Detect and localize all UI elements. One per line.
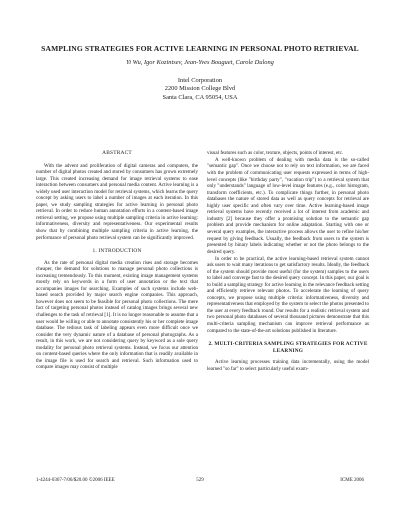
footer-isbn: 1-4244-0367-7/06/$20.00 ©2006 IEEE — [36, 478, 115, 483]
body-paragraph: visual features such as color, texture, objects, points of interest, etc. — [207, 150, 344, 156]
affiliation — [0, 77, 400, 102]
left-column — [36, 150, 198, 371]
right-column — [207, 150, 369, 372]
footer-conference: ICME 2006 — [340, 478, 364, 483]
section-heading-introduction: 1. INTRODUCTION — [92, 248, 142, 255]
body-paragraph: A well-known problem of dealing with media data is the so-called "semantic gap". Once we choose not to rely on text information, we are faced with the problem of communicating user requests expressed in terms of high-level concepts (like "birthday party", "vacation trip") to a retrieval system that only "understands" language of low-level image features (e.g., color histogram, transform coefficients, etc.). To complicate things further, in personal photo databases the nature of stored data as well as query concepts for retrieval are highly user specific and often vary over time. Active learning-based image retrieval systems have recently received a lot of interest from academic and industry [2] because they offer a promising solution to the semantic gap problem and provide mechanism for online adaptation. Starting with one or several query examples, the interactive process allows the user to refine his/her request by giving feedback. Usually, the feedback from users to the system is presented by binary labels indicating whether or not the photo belongs to the desired query. — [207, 156, 369, 255]
paper-title: SAMPLING STRATEGIES FOR ACTIVE LEARNING IN PERSONAL PHOTO RETRIEVAL — [41, 44, 359, 53]
affiliation-line: Intel Corporation — [177, 77, 223, 84]
intro-paragraph: As the rate of personal digital media creation rises and storage becomes cheaper, the demand for solutions to manage personal photo collections is increasing tremendously. To this moment, existing image management systems mostly rely on keywords in a form of user annotation or the text that accompanies images for searching. Examples of such systems include web-based search provided by major search engine companies. This approach, however does not seem to be feasible for personal photo collections. The mere fact of targeting personal photos instead of catalog images brings several new challenges to the task of retrieval [1]. It is no longer reasonable to assume that a user would be willing or able to annotate consistently his or her complete image database. The tedious task of labeling appears even more difficult once we consider the very dynamic nature of a database of personal photographs. As a result, in this work, we are not considering query by keyword as a sole query modality for personal photo retrieval systems. Instead, we focus our attention on content-based queries where the only information that is readily available in the image file is used for search and retrieval. Such information used to compare images may consist of multiple — [36, 259, 198, 371]
affiliation-line: Santa Clara, CA 95054, USA — [162, 93, 238, 101]
footer-page-number: 529 — [196, 478, 204, 483]
section-heading-sampling: 2. MULTI-CRITERIA SAMPLING STRATEGIES FOR ACTIVE LEARNING — [208, 341, 368, 354]
abstract-heading: ABSTRACT — [102, 150, 132, 156]
abstract-text: With the advent and proliferation of digital cameras and computers, the number of digital photos created and stored by consumers has grown extremely large. This created increasing demand for image retrieval systems to ease interaction between consumers and personal media content. Active learning is a widely used user interaction model for retrieval systems, which learns the query concept by asking users to label a number of images at each iteration. In this paper, we study sampling strategies for active learning in personal photo retrieval. In order to reduce human annotation efforts in a content-based image retrieval setting, we propose using multiple sampling criteria in active learning: informativeness, diversity and representativeness. Our experimental results show that by combining multiple sampling criteria in active learning, the performance of personal photo retrieval system can be significantly improved. — [36, 162, 198, 241]
affiliation-line: 2200 Mission College Blvd — [164, 85, 236, 93]
paper-authors: Yi Wu, Igor Kozintsev, Jean-Yves Bouguet, Carole Dulong — [126, 59, 274, 66]
section2-paragraph: Active learning processes training data incrementally, using the model learned "so far" to select particularly useful exam- — [207, 359, 369, 372]
body-paragraph: In order to be practical, the active learning-based retrieval system cannot ask users to wait many iterations to get satisfactory results. Ideally, the feedback of the system should provide most useful (for the system) samples to the users to label and converge fast to the desired query concept. In this paper, our goal is to build a sampling strategy for active learning in the relevance feedback setting and efficiently retrieve relevant photos. To accelerate the learning of query concepts, we propose using multiple criteria: informativeness, diversity and representativeness that employed by the system to select the photos presented to the user at every feedback round. Our results for a realistic retrieval system and two personal photo databases of several thousand pictures demonstrate that this multi-criteria sampling mechanism can improve retrieval performance as compared to the state-of-the-art solutions published in literature. — [207, 255, 369, 334]
